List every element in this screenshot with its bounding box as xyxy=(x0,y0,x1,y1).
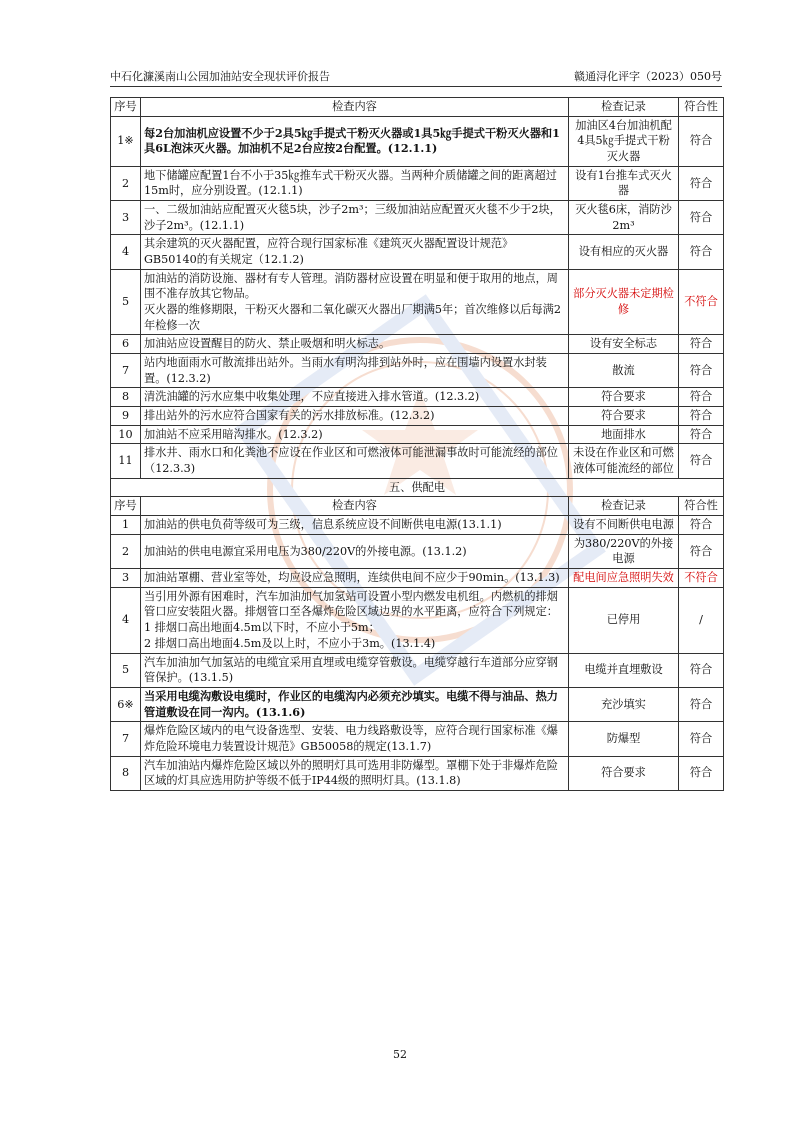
row-result: 不符合 xyxy=(679,269,724,335)
row-content: 汽车加油加气加氢站的电缆宜采用直埋或电缆穿管敷设。电缆穿越行车道部分应穿钢管保护。(13.1.5) xyxy=(141,653,569,687)
col-header: 检查记录 xyxy=(569,98,679,117)
row-record: 设有1台推车式灭火器 xyxy=(569,166,679,200)
table-row xyxy=(111,587,724,653)
row-content: 当引用外源有困难时，汽车加油加气加氢站可设置小型内燃发电机组。内燃机的排烟管口应安装阻火器。排烟管口至各爆炸危险区域边界的水平距离，应符合下列规定： 1 排烟口高出地面4.5m以下时，不应小于5m； 2 排烟口高出地面4.5m及以上时，不应小于3m。(13.1.4) xyxy=(141,587,569,653)
row-result: 符合 xyxy=(679,166,724,200)
table-row xyxy=(111,235,724,269)
row-result: 符合 xyxy=(679,722,724,756)
table-row xyxy=(111,335,724,354)
row-result: 符合 xyxy=(679,335,724,354)
row-number: 3 xyxy=(111,569,141,588)
table-row xyxy=(111,756,724,790)
row-number: 7 xyxy=(111,354,141,388)
row-content: 当采用电缆沟敷设电缆时，作业区的电缆沟内必须充沙填实。电缆不得与油品、热力管道敷设在同一沟内。(13.1.6) xyxy=(141,687,569,721)
row-content: 排出站外的污水应符合国家有关的污水排放标准。(12.3.2) xyxy=(141,407,569,426)
table-row xyxy=(111,516,724,535)
row-record: 灭火毯6床，消防沙2m³ xyxy=(569,201,679,235)
row-record: 设有安全标志 xyxy=(569,335,679,354)
row-content: 加油站的供电电源宜采用电压为380/220V的外接电源。(13.1.2) xyxy=(141,534,569,568)
table-row xyxy=(111,444,724,478)
row-number: 9 xyxy=(111,407,141,426)
table-header-row xyxy=(111,497,724,516)
row-record: 符合要求 xyxy=(569,407,679,426)
table-row xyxy=(111,407,724,426)
row-result: 符合 xyxy=(679,425,724,444)
row-result: 符合 xyxy=(679,388,724,407)
row-record: 散流 xyxy=(569,354,679,388)
table-row xyxy=(111,166,724,200)
report-title: 中石化濂溪南山公园加油站安全现状评价报告 xyxy=(110,70,330,83)
row-result: 符合 xyxy=(679,116,724,166)
table-row xyxy=(111,388,724,407)
table-row xyxy=(111,425,724,444)
row-record: 电缆并直埋敷设 xyxy=(569,653,679,687)
row-record: 防爆型 xyxy=(569,722,679,756)
table-row xyxy=(111,354,724,388)
row-record: 地面排水 xyxy=(569,425,679,444)
row-record: 未设在作业区和可燃液体可能流经的部位 xyxy=(569,444,679,478)
row-number: 2 xyxy=(111,534,141,568)
row-number: 2 xyxy=(111,166,141,200)
col-header: 序号 xyxy=(111,98,141,117)
row-result: 符合 xyxy=(679,516,724,535)
row-number: 4 xyxy=(111,587,141,653)
row-record: 已停用 xyxy=(569,587,679,653)
row-result: 符合 xyxy=(679,653,724,687)
row-result: 符合 xyxy=(679,201,724,235)
table-row xyxy=(111,569,724,588)
row-content: 加油站的供电负荷等级可为三级，信息系统应设不间断供电电源(13.1.1) xyxy=(141,516,569,535)
row-content: 地下储罐应配置1台不小于35㎏推车式干粉灭火器。当两种介质储罐之间的距离超过15m时，应分别设置。(12.1.1) xyxy=(141,166,569,200)
row-result: 符合 xyxy=(679,354,724,388)
row-number: 6※ xyxy=(111,687,141,721)
row-content: 排水井、雨水口和化粪池不应设在作业区和可燃液体可能泄漏事故时可能流经的部位（12.3.3) xyxy=(141,444,569,478)
row-content: 清洗油罐的污水应集中收集处理，不应直接进入排水管道。(12.3.2) xyxy=(141,388,569,407)
row-number: 5 xyxy=(111,653,141,687)
row-result: 符合 xyxy=(679,235,724,269)
table-row xyxy=(111,722,724,756)
row-content: 加油站应设置醒目的防火、禁止吸烟和明火标志。 xyxy=(141,335,569,354)
row-result: 符合 xyxy=(679,444,724,478)
row-result: / xyxy=(679,587,724,653)
table-row xyxy=(111,534,724,568)
row-record: 为380/220V的外接电源 xyxy=(569,534,679,568)
row-number: 5 xyxy=(111,269,141,335)
table-header-row xyxy=(111,98,724,117)
row-number: 4 xyxy=(111,235,141,269)
row-number: 7 xyxy=(111,722,141,756)
row-record: 符合要求 xyxy=(569,388,679,407)
page-header xyxy=(110,66,722,87)
row-number: 3 xyxy=(111,201,141,235)
row-result: 符合 xyxy=(679,534,724,568)
row-record: 设有相应的灭火器 xyxy=(569,235,679,269)
row-number: 11 xyxy=(111,444,141,478)
table-row xyxy=(111,269,724,335)
section-title: 五、供配电 xyxy=(111,478,724,497)
row-content: 加油站的消防设施、器材有专人管理。消防器材应设置在明显和便于取用的地点，周围不准存放其它物品。 灭火器的维修期限，干粉灭火器和二氧化碳灭火器出厂期满5年；首次维修以后每满2年检修一次 xyxy=(141,269,569,335)
row-content: 一、二级加油站应配置灭火毯5块，沙子2m³；三级加油站应配置灭火毯不少于2块，沙子2m³。(12.1.1) xyxy=(141,201,569,235)
row-record: 加油区4台加油机配4具5㎏手提式干粉灭火器 xyxy=(569,116,679,166)
row-number: 10 xyxy=(111,425,141,444)
row-record: 配电间应急照明失效 xyxy=(569,569,679,588)
row-number: 6 xyxy=(111,335,141,354)
row-content: 加油站不应采用暗沟排水。(12.3.2) xyxy=(141,425,569,444)
row-record: 设有不间断供电电源 xyxy=(569,516,679,535)
row-number: 1 xyxy=(111,516,141,535)
row-result: 不符合 xyxy=(679,569,724,588)
table-row xyxy=(111,201,724,235)
col-header: 检查内容 xyxy=(141,98,569,117)
row-number: 1※ xyxy=(111,116,141,166)
row-result: 符合 xyxy=(679,407,724,426)
row-result: 符合 xyxy=(679,687,724,721)
table-row xyxy=(111,653,724,687)
table-row xyxy=(111,687,724,721)
section-title-row xyxy=(111,478,724,497)
row-result: 符合 xyxy=(679,756,724,790)
row-record: 充沙填实 xyxy=(569,687,679,721)
row-content: 其余建筑的灭火器配置，应符合现行国家标准《建筑灭火器配置设计规范》GB50140的有关规定（12.1.2) xyxy=(141,235,569,269)
row-number: 8 xyxy=(111,756,141,790)
col-header: 序号 xyxy=(111,497,141,516)
col-header: 检查内容 xyxy=(141,497,569,516)
table-row xyxy=(111,116,724,166)
row-record: 部分灭火器未定期检修 xyxy=(569,269,679,335)
row-content: 汽车加油站内爆炸危险区域以外的照明灯具可选用非防爆型。罩棚下处于非爆炸危险区域的灯具应选用防护等级不低于IP44级的照明灯具。(13.1.8) xyxy=(141,756,569,790)
row-content: 加油站罩棚、营业室等处，均应设应急照明，连续供电间不应少于90min。(13.1.3) xyxy=(141,569,569,588)
inspection-table xyxy=(110,97,724,791)
col-header: 符合性 xyxy=(679,497,724,516)
col-header: 检查记录 xyxy=(569,497,679,516)
row-content: 站内地面雨水可散流排出站外。当雨水有明沟排到站外时，应在围墙内设置水封装置。(12.3.2) xyxy=(141,354,569,388)
row-number: 8 xyxy=(111,388,141,407)
col-header: 符合性 xyxy=(679,98,724,117)
report-code: 赣通浔化评字（2023）050号 xyxy=(574,70,722,83)
page-number: 52 xyxy=(393,1048,407,1061)
row-content: 爆炸危险区域内的电气设备选型、安装、电力线路敷设等，应符合现行国家标准《爆炸危险环境电力装置设计规范》GB50058的规定(13.1.7) xyxy=(141,722,569,756)
row-record: 符合要求 xyxy=(569,756,679,790)
row-content: 每2台加油机应设置不少于2具5㎏手提式干粉灭火器或1具5㎏手提式干粉灭火器和1具6L泡沫灭火器。加油机不足2台应按2台配置。(12.1.1) xyxy=(141,116,569,166)
